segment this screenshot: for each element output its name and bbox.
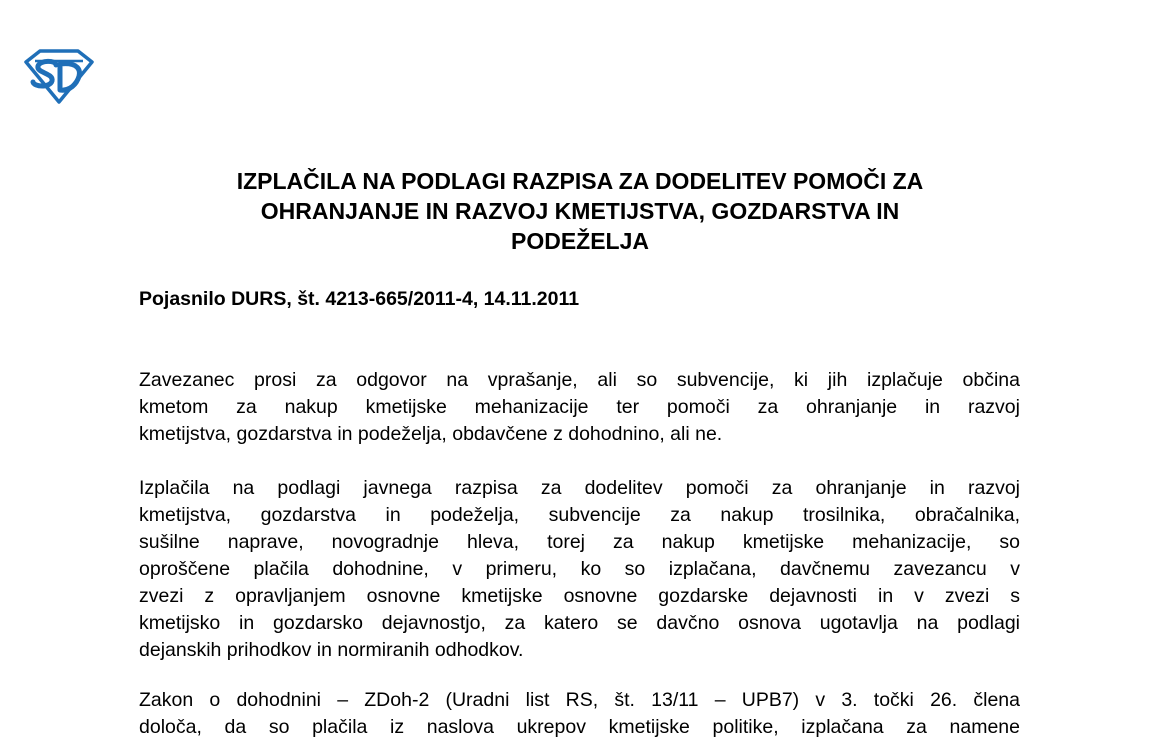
text-line: Zavezanec prosi za odgovor na vprašanje, ali so subvencije, ki jih izplačuje občina: [139, 369, 1020, 391]
document-title: [140, 166, 1020, 256]
text-line: kmetom za nakup kmetijske mehanizacije ter pomoči za ohranjanje in razvoj: [139, 396, 1020, 418]
text-line: oproščene plačila dohodnine, v primeru, ko so izplačana, davčnemu zavezancu v: [139, 558, 1020, 580]
text-line: Izplačila na podlagi javnega razpisa za dodelitev pomoči za ohranjanje in razvoj: [139, 477, 1020, 499]
title-line: IZPLAČILA NA PODLAGI RAZPISA ZA DODELITEV POMOČI ZA: [236, 168, 924, 194]
text-line: Zakon o dohodnini – ZDoh-2 (Uradni list RS, št. 13/11 – UPB7) v 3. točki 26. člena: [139, 689, 1020, 711]
paragraph-law-reference: [139, 687, 1020, 741]
text-line: sušilne naprave, novogradnje hleva, torej za nakup kmetijske mehanizacije, so: [139, 531, 1020, 553]
title-line: PODEŽELJA: [510, 228, 650, 254]
text-line: kmetijstva, gozdarstva in podeželja, subvencije za nakup trosilnika, obračalnika,: [139, 504, 1020, 526]
text-line: določa, da so plačila iz naslova ukrepov kmetijske politike, izplačana za namene: [139, 716, 1020, 738]
paragraph-question: [139, 367, 1020, 448]
paragraph-answer: [139, 475, 1020, 664]
text-line: kmetijstva, gozdarstva in podeželja, obdavčene z dohodnino, ali ne.: [139, 423, 723, 445]
text-line: kmetijsko in gozdarsko dejavnostjo, za katero se davčno osnova ugotavlja na podlagi: [139, 612, 1020, 634]
sd-shield-logo-icon: [22, 48, 96, 104]
title-line: OHRANJANJE IN RAZVOJ KMETIJSTVA, GOZDARSTVA IN: [260, 198, 900, 224]
text-line: dejanskih prihodkov in normiranih odhodkov.: [139, 639, 524, 661]
document-reference: Pojasnilo DURS, št. 4213-665/2011-4, 14.11.2011: [139, 288, 580, 310]
text-line: zvezi z opravljanjem osnovne kmetijske osnovne gozdarske dejavnosti in v zvezi s: [139, 585, 1020, 607]
